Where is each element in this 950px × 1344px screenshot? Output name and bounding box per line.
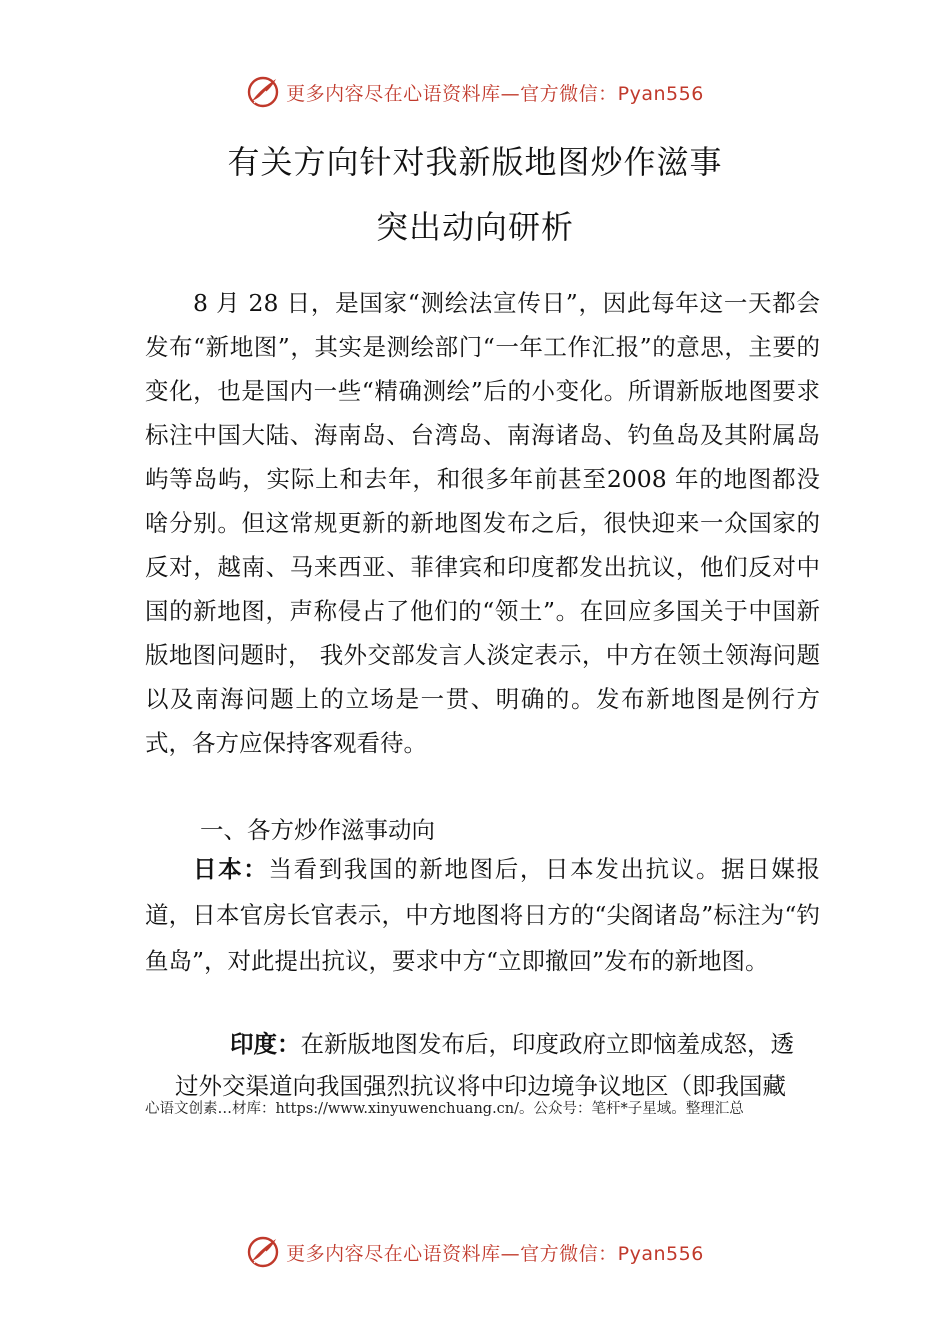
banner-text: 更多内容尽在心语资料库—官方微信：Pyan556 [286, 1242, 704, 1265]
japan-text: 当看到我国的新地图后，日本发出抗议。据日媒报道，日本官房长官表示，中方地图将日方的“尖阁诸岛”标注为“钓鱼岛”，对此提出抗议，要求中方“立即撤回”发布的新地图。 [145, 855, 820, 975]
quill-logo-icon [246, 1235, 280, 1269]
intro-paragraph: 8 月 28 日，是国家“测绘法宣传日”，因此每年这一天都会发布“新地图”，其实是测绘部门“一年工作汇报”的意思，主要的变化，也是国内一些“精确测绘”后的小变化。所谓新版地图要求标注中国大陆、海南岛、台湾岛、南海诸岛、钓鱼岛及其附属岛屿等岛屿，实际上和去年，和很多年前甚至2008 年的地图都没啥分别。但这常规更新的新地图发布之后，很快迎来一众国家的反对，越南、马来西亚、菲律宾和印度都发出抗议，他们反对中国的新地图，声称侵占了他们的“领土”。在回应多国关于中国新版地图问题时， 我外交部发言人淡定表示，中方在领土领海问题以及南海问题上的立场是一贯、明确的。发布新地图是例行方式，各方应保持客观看待。 [145, 289, 820, 757]
banner-text: 更多内容尽在心语资料库—官方微信：Pyan556 [286, 82, 704, 105]
india-paragraph [145, 1023, 820, 1107]
quill-logo-icon [246, 75, 280, 109]
india-text-line1: 在新版地图发布后，印度政府立即恼羞成怒，透 [300, 1030, 794, 1058]
footer-source-note: 心语文创素…材库：https://www.xinyuwenchuang.cn/。公众号：笔杆*子星域。整理汇总 [145, 1101, 744, 1117]
document-title-line2: 突出动向研析 [375, 208, 574, 246]
bottom-banner-inner [246, 1235, 704, 1269]
india-line1 [145, 1023, 820, 1065]
japan-paragraph [145, 846, 820, 984]
section-heading: 一、各方炒作滋事动向 [200, 816, 435, 844]
india-text-line2: 过外交渠道向我国强烈抗议将中印边境争议地区（即我国藏 [175, 1072, 786, 1100]
india-label: 印度： [230, 1030, 301, 1058]
bottom-banner [0, 1230, 950, 1274]
top-banner [0, 70, 950, 114]
document-title-line1: 有关方向针对我新版地图炒作滋事 [227, 143, 723, 181]
top-banner-inner [246, 75, 704, 109]
japan-label: 日本： [193, 855, 269, 883]
